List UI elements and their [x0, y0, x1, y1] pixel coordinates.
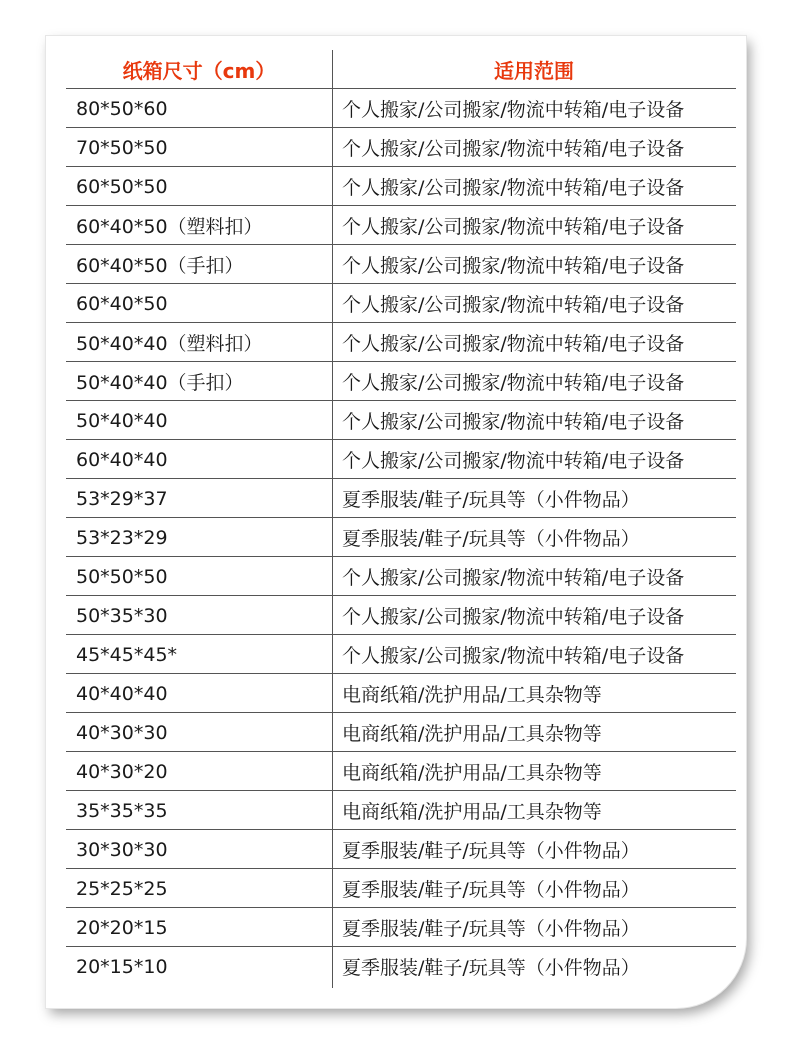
- row-use: 个人搬家/公司搬家/物流中转箱/电子设备: [342, 99, 685, 121]
- table-row: [66, 440, 736, 479]
- row-size: 40*30*30: [76, 721, 168, 744]
- row-size: 60*40*50（塑料扣）: [76, 216, 263, 238]
- row-use: 夏季服装/鞋子/玩具等（小件物品）: [342, 957, 640, 979]
- table-row: [66, 128, 736, 167]
- row-use: 夏季服装/鞋子/玩具等（小件物品）: [342, 840, 640, 862]
- table-row: [66, 245, 736, 284]
- box-size-card: [46, 36, 746, 1008]
- table-row: [66, 323, 736, 362]
- row-size: 50*40*40: [76, 409, 168, 432]
- table-row: [66, 830, 736, 869]
- table-body: [66, 89, 736, 986]
- table-row: [66, 284, 736, 323]
- row-size: 20*20*15: [76, 916, 168, 939]
- row-use: 电商纸箱/洗护用品/工具杂物等: [342, 762, 602, 784]
- table-row: [66, 89, 736, 128]
- table-row: [66, 674, 736, 713]
- row-use: 个人搬家/公司搬家/物流中转箱/电子设备: [342, 177, 685, 199]
- row-size: 80*50*60: [76, 97, 168, 120]
- row-size: 40*40*40: [76, 682, 168, 705]
- row-size: 45*45*45*: [76, 643, 178, 666]
- row-size: 53*23*29: [76, 526, 168, 549]
- table-row: [66, 167, 736, 206]
- table-row: [66, 908, 736, 947]
- row-use: 电商纸箱/洗护用品/工具杂物等: [342, 723, 602, 745]
- row-use: 夏季服装/鞋子/玩具等（小件物品）: [342, 918, 640, 940]
- row-size: 20*15*10: [76, 955, 168, 978]
- row-size: 70*50*50: [76, 136, 168, 159]
- row-use: 个人搬家/公司搬家/物流中转箱/电子设备: [342, 255, 685, 277]
- table-row: [66, 401, 736, 440]
- row-size: 40*30*20: [76, 760, 168, 783]
- row-size: 50*40*40（塑料扣）: [76, 333, 263, 355]
- row-use: 夏季服装/鞋子/玩具等（小件物品）: [342, 489, 640, 511]
- row-use: 个人搬家/公司搬家/物流中转箱/电子设备: [342, 216, 685, 238]
- row-use: 夏季服装/鞋子/玩具等（小件物品）: [342, 528, 640, 550]
- row-use: 个人搬家/公司搬家/物流中转箱/电子设备: [342, 138, 685, 160]
- row-use: 个人搬家/公司搬家/物流中转箱/电子设备: [342, 333, 685, 355]
- row-size: 53*29*37: [76, 487, 168, 510]
- table-row: [66, 596, 736, 635]
- row-use: 个人搬家/公司搬家/物流中转箱/电子设备: [342, 606, 685, 628]
- row-use: 个人搬家/公司搬家/物流中转箱/电子设备: [342, 450, 685, 472]
- row-size: 50*35*30: [76, 604, 168, 627]
- row-use: 个人搬家/公司搬家/物流中转箱/电子设备: [342, 645, 685, 667]
- table-row: [66, 206, 736, 245]
- row-size: 60*40*40: [76, 448, 168, 471]
- row-size: 25*25*25: [76, 877, 168, 900]
- row-size: 50*40*40（手扣）: [76, 372, 244, 394]
- row-use: 电商纸箱/洗护用品/工具杂物等: [342, 801, 602, 823]
- table-row: [66, 362, 736, 401]
- table-row: [66, 752, 736, 791]
- table-row: [66, 713, 736, 752]
- row-use: 夏季服装/鞋子/玩具等（小件物品）: [342, 879, 640, 901]
- table-row: [66, 518, 736, 557]
- row-use: 个人搬家/公司搬家/物流中转箱/电子设备: [342, 294, 685, 316]
- row-size: 50*50*50: [76, 565, 168, 588]
- table-row: [66, 947, 736, 986]
- row-use: 个人搬家/公司搬家/物流中转箱/电子设备: [342, 567, 685, 589]
- row-use: 电商纸箱/洗护用品/工具杂物等: [342, 684, 602, 706]
- table-row: [66, 791, 736, 830]
- table-row: [66, 479, 736, 518]
- table-row: [66, 557, 736, 596]
- box-size-table: [66, 50, 736, 986]
- row-use: 个人搬家/公司搬家/物流中转箱/电子设备: [342, 411, 685, 433]
- row-size: 35*35*35: [76, 799, 168, 822]
- row-size: 60*40*50: [76, 292, 168, 315]
- table-row: [66, 869, 736, 908]
- row-size: 60*40*50（手扣）: [76, 255, 244, 277]
- table-header: [66, 50, 736, 89]
- header-size: 纸箱尺寸（cm）: [122, 59, 276, 83]
- row-size: 30*30*30: [76, 838, 168, 861]
- table-row: [66, 635, 736, 674]
- row-size: 60*50*50: [76, 175, 168, 198]
- header-use: 适用范围: [494, 59, 574, 83]
- row-use: 个人搬家/公司搬家/物流中转箱/电子设备: [342, 372, 685, 394]
